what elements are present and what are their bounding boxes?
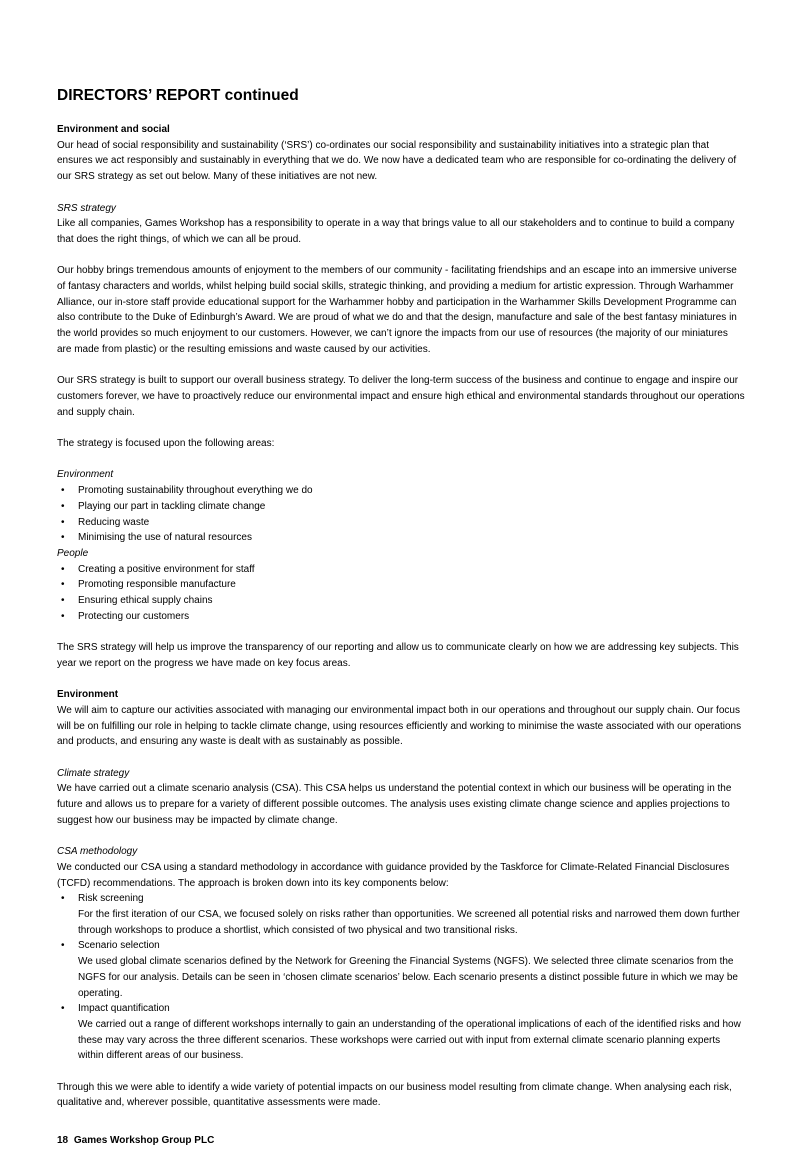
document-body xyxy=(57,122,745,1111)
bullet-item: • Promoting responsible manufacture xyxy=(57,577,745,593)
paragraph: We conducted our CSA using a standard methodology in accordance with guidance provided by the Taskforce for Climate-Related Financial Disclosures (TCFD) recommendations. The approach is broken down into its key components below: xyxy=(57,861,730,889)
page-title: DIRECTORS’ REPORT continued xyxy=(57,87,299,104)
paragraph: Our SRS strategy is built to support our overall business strategy. To deliver the long-term success of the business and continue to engage and inspire our customers forever, we have to proactively reduce our environmental impact and ensure high ethical and environmental standards throughout our operations and supply chain. xyxy=(57,375,745,418)
bullet-list xyxy=(57,562,745,625)
bullet-item: • Reducing waste xyxy=(57,515,745,531)
paragraph: The strategy is focused upon the following areas: xyxy=(57,438,275,449)
bullet-list xyxy=(57,891,745,1064)
bullet-item-label: • Scenario selection xyxy=(78,940,160,952)
page-footer xyxy=(57,1133,745,1149)
bullet-item: • Ensuring ethical supply chains xyxy=(57,593,745,609)
bullet-item-label: • Risk screening xyxy=(78,893,144,905)
subsection-heading: SRS strategy xyxy=(57,202,116,214)
bullet-item: • Protecting our customers xyxy=(57,609,745,625)
subsection-heading: CSA methodology xyxy=(57,846,138,858)
section-heading: Environment xyxy=(57,689,119,701)
bullet-list xyxy=(57,483,745,546)
bullet-item-detail: We used global climate scenarios defined by the Network for Greening the Financial Systems (NGFS). We selected three climate scenarios from the NGFS for our analysis. Details can be seen in ‘chosen climate scenarios’ below. Each scenario presents a distinct possible future in which we may be operating. xyxy=(78,956,738,999)
bullet-item: • Minimising the use of natural resources xyxy=(57,530,745,546)
footer-company: Games Workshop Group PLC xyxy=(73,1135,215,1147)
paragraph: Our hobby brings tremendous amounts of enjoyment to the members of our community - facilitating friendships and an escape into an immersive universe of fantasy characters and worlds, whilst helping build social skills, strategic thinking, and providing a medium for artistic expression. Through Warhammer Alliance, our in-store staff provide educational support for the Warhammer hobby and participation in the Warhammer Skills Development Programme can also contribute to the Duke of Edinburgh’s Award. We are proud of what we do and that the design, manufacture and sale of the best fantasy miniatures in the world provides so much enjoyment to our customers. However, we can’t ignore the impacts from our use of resources (the majority of our miniatures are made from plastic) or the resulting emissions and waste caused by our activities. xyxy=(57,265,737,355)
bullet-item: • Promoting sustainability throughout everything we do xyxy=(57,483,745,499)
section-heading: Environment and social xyxy=(57,124,170,135)
bullet-item-label: • Impact quantification xyxy=(78,1003,170,1015)
bullet-item: • Creating a positive environment for staff xyxy=(57,562,745,578)
bullet-item-detail: We carried out a range of different workshops internally to gain an understanding of the operational implications of each of the identified risks and how these may vary across the three different scenarios. These workshops were carried out with input from external climate scenario planning experts within different areas of our business. xyxy=(78,1018,741,1062)
paragraph: The SRS strategy will help us improve the transparency of our reporting and allow us to communicate clearly on how we are addressing key subjects. This year we report on the progress we have made on key focus areas. xyxy=(57,642,739,669)
paragraph: We will aim to capture our activities associated with managing our environmental impact both in our operations and throughout our supply chain. Our focus will be on fulfilling our role in helping to tackle climate change, using resources efficiently and working to minimise the waste associated with our operations and products, and ensuring any waste is dealt with as sustainably as possible. xyxy=(57,704,742,748)
bullet-item: • Playing our part in tackling climate change xyxy=(57,499,745,515)
page-number: 18 xyxy=(57,1135,71,1147)
paragraph: Our head of social responsibility and sustainability (‘SRS’) co-ordinates our social responsibility and sustainability initiatives into a strategic plan that ensures we act responsibly and sustainably in everything that we do. We now have a dedicated team who are responsible for co-ordinating the delivery of our SRS strategy as set out below. Many of these initiatives are not new. xyxy=(57,139,737,183)
bullet-item xyxy=(57,938,745,1001)
bullet-item xyxy=(57,891,745,938)
paragraph: Like all companies, Games Workshop has a responsibility to operate in a way that brings value to all our stakeholders and to continue to build a company that does the right things, of which we can all be proud. xyxy=(57,218,735,245)
subsection-heading: People xyxy=(57,547,89,559)
paragraph: Through this we were able to identify a wide variety of potential impacts on our business model resulting from climate change. When analysing each risk, qualitative and, wherever possible, quantitative assessments were made. xyxy=(57,1081,732,1109)
subsection-heading: Climate strategy xyxy=(57,767,130,779)
bullet-item-detail: For the first iteration of our CSA, we focused solely on risks rather than opportunities. We screened all potential risks and narrowed them down further through workshops to produce a shortlist, which consisted of two physical and two transitional risks. xyxy=(78,909,740,936)
bullet-item xyxy=(57,1001,745,1064)
subsection-heading: Environment xyxy=(57,469,114,481)
paragraph: We have carried out a climate scenario analysis (CSA). This CSA helps us understand the potential context in which our business will be operating in the future and allows us to prepare for a variety of different possible outcomes. The analysis uses existing climate change science and applies projections to suggest how our business may be impacted by climate change. xyxy=(57,783,732,826)
